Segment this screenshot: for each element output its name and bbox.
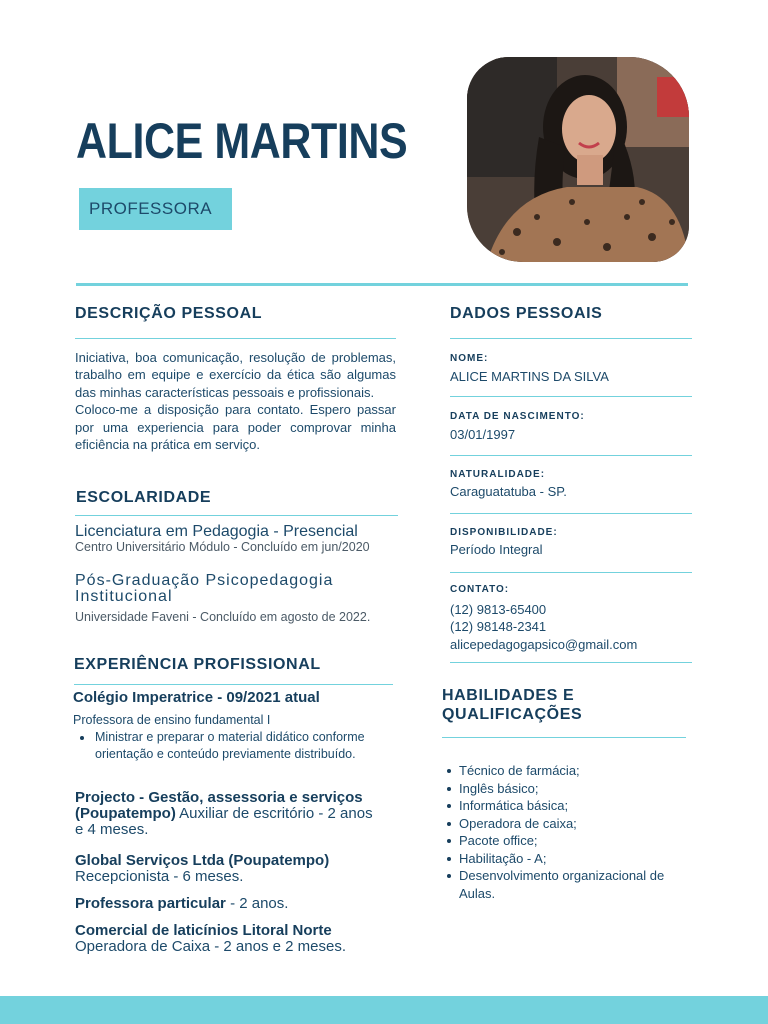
section-title-escolaridade: ESCOLARIDADE (76, 489, 212, 506)
role-badge (79, 188, 232, 230)
job-title: Colégio Imperatrice - 09/2021 atual (73, 689, 320, 706)
list-item: Operadora de caixa; (442, 815, 664, 833)
job-entry (75, 923, 405, 955)
section-title-descricao: DESCRIÇÃO PESSOAL (75, 305, 263, 322)
divider (442, 737, 686, 738)
descricao-text (75, 349, 396, 453)
field-label: NATURALIDADE: (450, 469, 546, 480)
list-item: Desenvolvimento organizacional de (442, 867, 664, 885)
field-label: NOME: (450, 353, 489, 364)
job-title: Projecto - Gestão, assessoria e serviços (Poupatempo) (75, 789, 363, 822)
field-value-naturalidade: Caraguatatuba - SP. (450, 484, 567, 499)
list-item: Habilitação - A; (442, 850, 664, 868)
section-title-experiencia: EXPERIÊNCIA PROFISSIONAL (74, 656, 321, 673)
section-title-line: HABILIDADES E (442, 687, 575, 704)
role-label: PROFESSORA (89, 199, 213, 218)
divider (74, 684, 393, 685)
divider (450, 396, 692, 397)
descricao-paragraph: Iniciativa, boa comunicação, resolução de problemas, trabalho em equipe e exercício da ética são algumas das minhas características pessoais e profissionais. (75, 350, 396, 400)
list-item: Pacote office; (442, 832, 664, 850)
footer-bar (0, 996, 768, 1024)
bullet-icon (80, 736, 84, 740)
job-bullet-text: Ministrar e preparar o material didático conforme orientação e conteúdo previamente distribuído. (95, 730, 365, 761)
divider (75, 515, 398, 516)
profile-photo (467, 57, 689, 262)
job-entry (75, 896, 385, 912)
field-label: CONTATO: (450, 584, 510, 595)
edu-title: Pós-Graduação Psicopedagogia Institucional (75, 572, 334, 605)
edu-title: Licenciatura em Pedagogia - Presencial (75, 523, 358, 540)
divider (450, 338, 692, 339)
list-item: Informática básica; (442, 797, 664, 815)
section-title-habilidades (442, 686, 582, 724)
divider (450, 662, 692, 663)
job-entry (75, 853, 385, 885)
descricao-paragraph: Coloco-me a disposição para contato. Espero passar por uma experiencia para poder comprovar minha eficiência na prática em serviço. (75, 402, 396, 453)
job-desc: Auxiliar de escritório - 2 anos e 4 meses. (75, 805, 373, 838)
list-item: Aulas. (459, 885, 496, 901)
section-title-dados: DADOS PESSOAIS (450, 305, 603, 322)
section-title-line: QUALIFICAÇÕES (442, 706, 583, 723)
job-entry (75, 790, 385, 838)
list-item: Técnico de farmácia; (442, 762, 664, 780)
field-value-nome: ALICE MARTINS DA SILVA (450, 369, 609, 384)
job-title: Comercial de laticínios Litoral Norte (75, 922, 332, 939)
field-value-phone: (12) 98148-2341 (450, 619, 547, 634)
field-value-nascimento: 03/01/1997 (450, 427, 516, 442)
field-value-disponibilidade: Período Integral (450, 542, 543, 557)
divider (450, 572, 692, 573)
job-title: Professora particular (75, 895, 226, 912)
job-desc: Operadora de Caixa - 2 anos e 2 meses. (75, 938, 346, 955)
divider (75, 338, 396, 339)
field-value-phone: (12) 9813-65400 (450, 602, 547, 617)
divider (450, 455, 692, 456)
edu-sub: Centro Universitário Módulo - Concluído em jun/2020 (75, 540, 370, 554)
job-title: Global Serviços Ltda (Poupatempo) (75, 852, 330, 869)
job-desc: Recepcionista - 6 meses. (75, 868, 244, 885)
list-item: Inglês básico; (442, 780, 664, 798)
edu-sub: Universidade Faveni - Concluído em agosto de 2022. (75, 610, 371, 624)
header-divider (76, 283, 688, 286)
field-label: DATA DE NASCIMENTO: (450, 411, 585, 422)
divider (450, 513, 692, 514)
job-sub: Professora de ensino fundamental I (73, 713, 271, 727)
skills-list (442, 762, 664, 902)
full-name: ALICE MARTINS (76, 113, 408, 169)
field-label: DISPONIBILIDADE: (450, 527, 558, 538)
field-value-email: alicepedagogapsico@gmail.com (450, 637, 638, 652)
job-desc: - 2 anos. (225, 895, 289, 912)
